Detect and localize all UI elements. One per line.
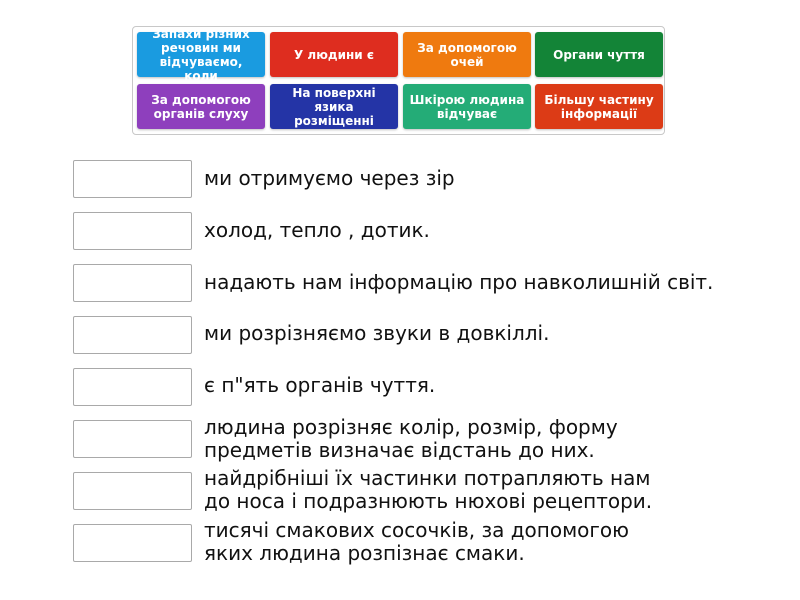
sentence-line: яких людина розпізнає смаки.	[204, 541, 525, 565]
answer-tile-bank	[132, 26, 665, 135]
answer-tile-2[interactable]: У людини є	[270, 32, 398, 77]
answer-tile-6[interactable]: На поверхні язика розміщенні	[270, 84, 398, 129]
answer-tile-8[interactable]: Більшу частину інформації	[535, 84, 663, 129]
sentence-ending-8	[204, 519, 784, 565]
sentence-ending-7	[204, 467, 784, 513]
answer-tile-5[interactable]: За допомогою органів слуху	[137, 84, 265, 129]
drop-slot-6[interactable]	[73, 420, 192, 458]
drop-slot-7[interactable]	[73, 472, 192, 510]
sentence-line: ми розрізняємо звуки в довкіллі.	[204, 321, 550, 345]
sentence-ending-6	[204, 416, 784, 462]
sentence-ending-5	[204, 374, 784, 397]
drop-slot-8[interactable]	[73, 524, 192, 562]
drop-slot-1[interactable]	[73, 160, 192, 198]
sentence-line: предметів визначає відстань до них.	[204, 438, 595, 462]
sentence-line: ми отримуємо через зір	[204, 166, 455, 190]
sentence-ending-2	[204, 219, 784, 242]
sentence-line: найдрібніші їх частинки потрапляють нам	[204, 466, 651, 490]
sentence-line: до носа і подразнюють нюхові рецептори.	[204, 489, 653, 513]
answer-tile-3[interactable]: За допомогою очей	[403, 32, 531, 77]
sentence-line: людина розрізняє колір, розмір, форму	[204, 415, 618, 439]
sentence-ending-1	[204, 167, 784, 190]
answer-tile-7[interactable]: Шкірою людина відчуває	[403, 84, 531, 129]
answer-tile-4[interactable]: Органи чуття	[535, 32, 663, 77]
sentence-ending-3	[204, 271, 784, 294]
sentence-line: є п"ять органів чуття.	[204, 373, 436, 397]
sentence-line: надають нам інформацію про навколишній світ.	[204, 270, 714, 294]
sentence-ending-4	[204, 322, 784, 345]
drop-slot-4[interactable]	[73, 316, 192, 354]
sentence-line: холод, тепло , дотик.	[204, 218, 430, 242]
sentence-line: тисячі смакових сосочків, за допомогою	[204, 518, 629, 542]
drop-slot-3[interactable]	[73, 264, 192, 302]
drop-slot-5[interactable]	[73, 368, 192, 406]
answer-tile-1[interactable]: Запахи різних речовин ми відчуваємо, коли	[137, 32, 265, 77]
drop-slot-2[interactable]	[73, 212, 192, 250]
